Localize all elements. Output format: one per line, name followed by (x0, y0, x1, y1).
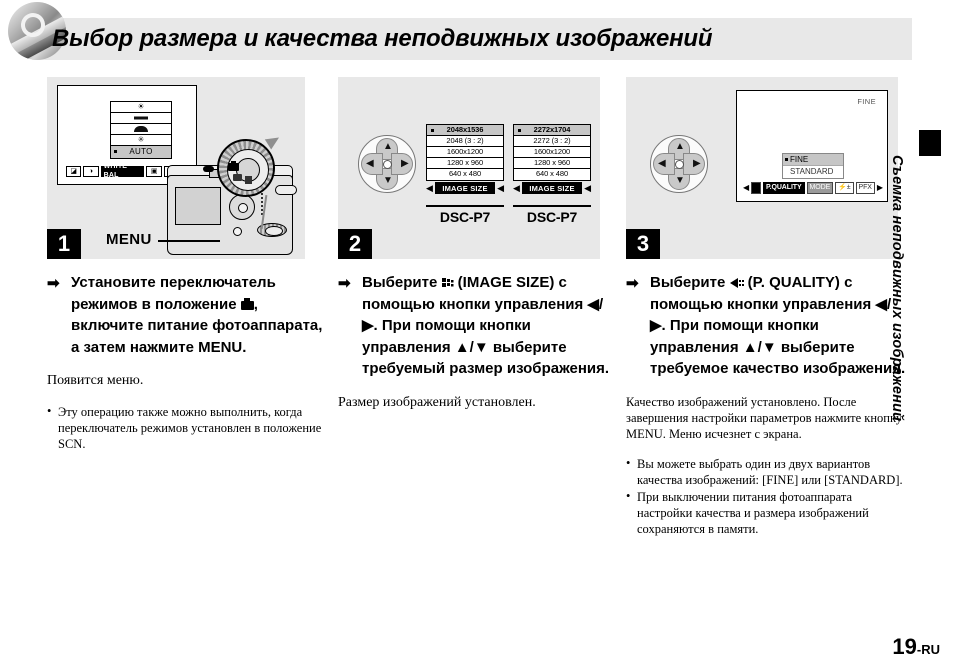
instruction-part-2: (P. QUALITY) с помощью кнопки управления ◀/▶. (650, 274, 892, 334)
still-camera-mode-icon (241, 301, 254, 310)
size-option: 640 x 480 (535, 169, 569, 178)
picture-quality-screen (736, 90, 888, 202)
arrow-left-icon: ◀ (366, 158, 374, 169)
size-option: 2048 (3 : 2) (427, 136, 503, 147)
playback-mode-icon (233, 174, 242, 181)
quality-option-standard: STANDARD (790, 167, 834, 176)
step-1-note: Появится меню. (47, 373, 144, 388)
callout-leader-line (158, 240, 220, 242)
model-label-1: DSC-P7 (439, 209, 491, 225)
camera-menu-button-icon (233, 227, 242, 236)
image-size-screen-2 (513, 124, 591, 194)
image-size-menu-bar (513, 182, 591, 194)
page-number (892, 634, 940, 660)
page-number-value: 19 (892, 634, 917, 659)
instruction-part-3: При помощи кнопки управления ▲/▼ выберите требуемое качество изображения. (650, 317, 906, 377)
divider (513, 205, 591, 207)
image-size-option-list (426, 124, 504, 181)
image-size-option-list (513, 124, 591, 181)
selected-dot-icon (114, 150, 117, 153)
flash-level-icon: ⚡± (835, 182, 853, 194)
arrow-down-icon: ▼ (675, 175, 685, 186)
step-3-note: Качество изображений установлено. После завершения настройки параметров нажмите кнопку MENU. Меню исчезнет с экрана. (626, 394, 903, 441)
page-title: Выбор размера и качества неподвижных изображений (52, 25, 713, 52)
size-option: 2272 (3 : 2) (514, 136, 590, 147)
step-3-text (626, 272, 906, 538)
instruction-part-2: (IMAGE SIZE) с помощью кнопки управления ◀/▶. (362, 274, 604, 334)
mode-dial-icon (217, 139, 275, 197)
step-2-illustration (338, 77, 600, 259)
divider (426, 205, 504, 207)
step-1-text (47, 272, 332, 453)
fluorescent-bar-icon (134, 117, 148, 120)
step-3-bullets (626, 456, 906, 537)
chevron-right-icon: ▶ (876, 182, 883, 192)
menu-item-mode: MODE (807, 182, 834, 194)
arrow-right-icon: ➡ (47, 275, 60, 292)
instruction-part-1: Установите переключатель режимов в положение (71, 274, 276, 313)
step-2-note: Размер изображений установлен. (338, 394, 536, 410)
ev-exposure-icon: ◪ (66, 166, 81, 177)
still-camera-mode-icon (228, 163, 239, 171)
image-size-menu-bar (426, 182, 504, 194)
arrow-left-icon: ◀ (658, 158, 666, 169)
page-number-suffix: -RU (916, 642, 940, 657)
picture-quality-icon (730, 278, 744, 289)
size-option: 2272x1704 (514, 125, 590, 136)
chevron-left-icon: ◀ (743, 182, 750, 192)
wb-option-auto (111, 146, 171, 158)
step-badge-2: 2 (338, 229, 372, 259)
chevron-left-icon: ◀ (426, 182, 433, 193)
image-size-screen-1 (426, 124, 504, 194)
menu-item-pfx: PFX (856, 182, 875, 194)
cloudy-icon (134, 126, 148, 132)
quality-option-fine: FINE (783, 154, 843, 166)
camera-control-button-icon (229, 194, 255, 220)
lcd-menu-bar (743, 181, 883, 194)
instruction-part-3: При помощи кнопки управления ▲/▼ выберите требуемый размер изображения. (362, 317, 610, 377)
section-vertical-label: Съемка неподвижных изображений (889, 155, 905, 422)
wb-option-daylight (111, 102, 171, 113)
daylight-sun-icon: ☀ (137, 102, 145, 111)
focus-icon: ◑ (83, 166, 98, 177)
chevron-right-icon: ◀ (584, 182, 591, 193)
arrow-right-icon: ➡ (338, 275, 351, 292)
step-badge-3: 3 (626, 229, 660, 259)
step-1-bullets (47, 404, 332, 452)
step-1-illustration (47, 77, 305, 259)
list-item: • Эту операцию также можно выполнить, когда переключатель режимов установлен в положение SCN. (47, 404, 332, 452)
list-item: • Вы можете выбрать один из двух вариантов качества изображений: [FINE] или [STANDARD]. (626, 456, 906, 488)
center-button-icon (383, 160, 392, 169)
menu-button-callout-label: MENU (106, 231, 152, 248)
list-item: • При выключении питания фотоаппарата настройки качества и размера изображений сохраняются в памяти. (626, 489, 906, 537)
fine-status-indicator: FINE (857, 97, 876, 106)
center-button-icon (675, 160, 684, 169)
dial-index-mark-icon (203, 166, 214, 172)
dial-rotation-arrow-icon (265, 132, 282, 149)
wb-option-incandescent (111, 135, 171, 146)
size-option: 1600x1200 (427, 147, 503, 158)
menu-item-image-size: IMAGE SIZE (435, 182, 495, 194)
arrow-right-icon: ➡ (626, 275, 639, 292)
size-option: 2048x1536 (427, 125, 503, 136)
four-way-control-button-icon (650, 135, 708, 193)
step-badge-1: 1 (47, 229, 81, 259)
instruction-part-1: Выберите (650, 274, 726, 291)
picture-quality-option-list (782, 153, 844, 179)
menu-item-white-bal: WHITE BAL (101, 166, 145, 177)
step-1-instruction (47, 272, 332, 358)
instruction-part-1: Выберите (362, 274, 438, 291)
instruction-part-2: , включите питание фотоаппарата, а затем нажмите MENU. (71, 295, 323, 356)
camera-grip-icon (275, 185, 297, 195)
wb-option-fluorescent (111, 113, 171, 124)
image-size-icon (751, 182, 761, 194)
size-option: 640 x 480 (448, 169, 482, 178)
step-2-instruction (338, 272, 613, 380)
chevron-right-icon: ◀ (497, 182, 504, 193)
spot-meter-icon: ▣ (146, 166, 161, 177)
step-3-instruction (626, 272, 906, 380)
incandescent-icon: ✳ (137, 135, 145, 144)
menu-item-p-quality: P.QUALITY (763, 182, 805, 194)
model-label-2: DSC-P7 (526, 209, 578, 225)
wb-option-cloudy (111, 124, 171, 135)
image-size-icon (442, 278, 454, 289)
size-option: 1280 x 960 (514, 158, 590, 169)
wb-auto-label: AUTO (129, 147, 153, 156)
movie-mode-icon (245, 176, 252, 184)
arrow-down-icon: ▼ (383, 175, 393, 186)
step-2-text (338, 272, 613, 412)
size-option: 1280 x 960 (427, 158, 503, 169)
arrow-right-icon: ▶ (693, 158, 701, 169)
menu-item-image-size: IMAGE SIZE (522, 182, 582, 194)
arrow-up-icon: ▲ (675, 141, 685, 152)
arrow-up-icon: ▲ (383, 141, 393, 152)
four-way-control-button-icon (358, 135, 416, 193)
size-option: 1600x1200 (514, 147, 590, 158)
section-tab-marker (919, 130, 941, 156)
chevron-left-icon: ◀ (513, 182, 520, 193)
camera-lcd-icon (175, 187, 221, 225)
step-3-illustration (626, 77, 898, 259)
arrow-right-icon: ▶ (401, 158, 409, 169)
